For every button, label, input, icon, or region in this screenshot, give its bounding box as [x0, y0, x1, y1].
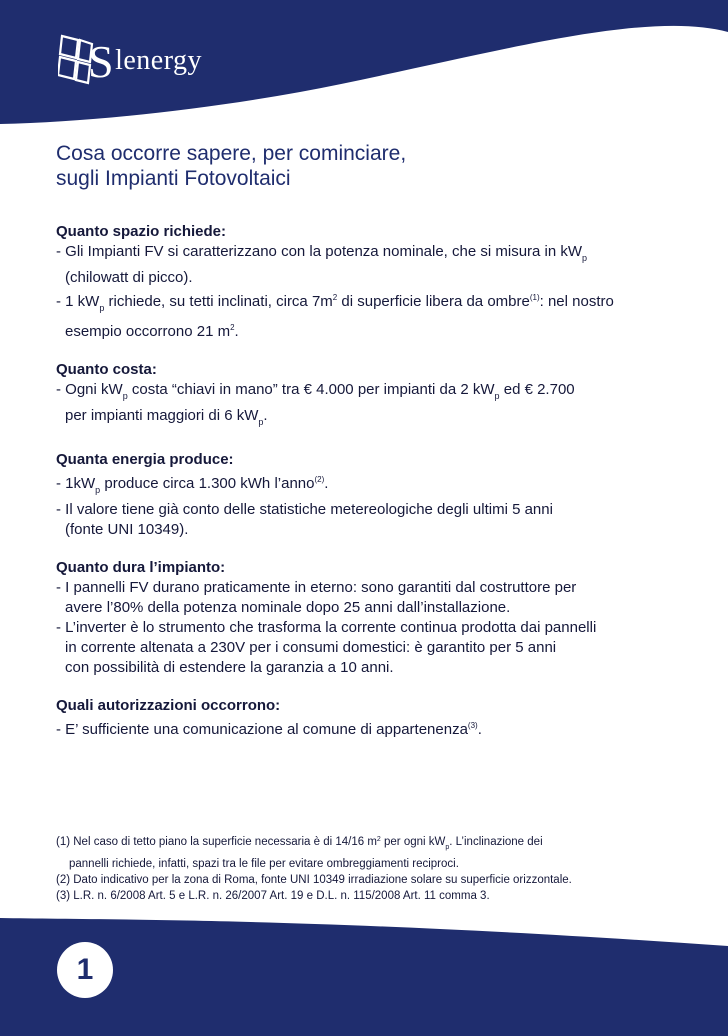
text-line: - L’inverter è lo strumento che trasforma la corrente continua prodotta dai pannelli: [56, 619, 597, 636]
section-cost: [56, 360, 676, 432]
text-line: [56, 716, 676, 740]
main-content: [56, 222, 676, 758]
footnote-2: (2) Dato indicativo per la zona di Roma, fonte UNI 10349 irradiazione solare su superficie orizzontale.: [56, 874, 572, 886]
text-line: avere l’80% della potenza nominale dopo 25 anni dall’installazione.: [65, 599, 511, 616]
section-energy: [56, 450, 676, 540]
text-line: [56, 318, 676, 342]
text-span: costa “chiavi in mano” tra € 4.000 per impianti da 2 kW: [127, 381, 495, 398]
text-span: (1) Nel caso di tetto piano la superficie necessaria è di 14/16 m: [56, 836, 377, 848]
text-line: (chilowatt di picco).: [65, 269, 193, 286]
brand-logo: [58, 34, 203, 90]
text-line: [56, 288, 676, 318]
text-span: - E’ sufficiente una comunicazione al comune di appartenenza: [56, 721, 468, 738]
text-line: - I pannelli FV durano praticamente in eterno: sono garantiti dal costruttore per: [56, 579, 577, 596]
section-heading: Quanto costa:: [56, 361, 157, 378]
section-space: [56, 222, 676, 342]
subscript: p: [494, 391, 500, 401]
text-span: .: [234, 323, 239, 340]
subscript: p: [582, 253, 588, 263]
subscript: p: [95, 485, 101, 495]
text-span: ed € 2.700: [499, 381, 575, 398]
brand-name-text: lenergy: [115, 45, 203, 76]
text-line: in corrente altenata a 230V per i consumi domestici: è garantito per 5 anni: [65, 639, 557, 656]
section-permits: [56, 696, 676, 740]
section-heading: Quali autorizzazioni occorrono:: [56, 697, 281, 714]
text-span: per impianti maggiori di 6 kW: [65, 407, 259, 424]
text-line: - Il valore tiene già conto delle statistiche metereologiche degli ultimi 5 anni: [56, 501, 553, 518]
text-span: .: [263, 407, 268, 424]
text-line: [56, 242, 676, 268]
superscript: 2: [230, 323, 235, 332]
footnote-1: [56, 832, 666, 856]
text-span: .: [324, 475, 329, 492]
page-number-badge: [57, 942, 113, 998]
subscript: p: [99, 303, 105, 313]
text-span: - Ogni kW: [56, 381, 123, 398]
page-title-line-1: Cosa occorre sapere, per cominciare,: [56, 142, 407, 165]
text-line: (fonte UNI 10349).: [65, 521, 189, 538]
subscript: p: [445, 844, 450, 851]
brand-letter-s: S: [88, 36, 115, 87]
text-span: produce circa 1.300 kWh l’anno: [100, 475, 315, 492]
page-title: [56, 141, 676, 191]
text-span: - Gli Impianti FV si caratterizzano con la potenza nominale, che si misura in kW: [56, 243, 583, 260]
superscript: 2: [376, 836, 381, 843]
text-span: : nel nostro: [539, 293, 614, 310]
section-duration: [56, 558, 676, 678]
text-span: richiede, su tetti inclinati, circa 7m: [104, 293, 333, 310]
text-line: con possibilità di estendere la garanzia a 10 anni.: [65, 659, 394, 676]
text-span: .: [477, 721, 482, 738]
footnote-ref: (2): [314, 475, 325, 484]
page-number: 1: [76, 953, 94, 986]
footnote-1-continued: pannelli richiede, infatti, spazi tra le file per evitare ombreggiamenti reciproci.: [69, 858, 459, 870]
footnotes: [56, 832, 666, 904]
subscript: p: [122, 391, 128, 401]
footnote-3: (3) L.R. n. 6/2008 Art. 5 e L.R. n. 26/2007 Art. 19 e D.L. n. 115/2008 Art. 11 comma 3.: [56, 890, 490, 902]
section-heading: Quanta energia produce:: [56, 451, 234, 468]
superscript: 2: [332, 293, 338, 302]
page-title-line-2: sugli Impianti Fotovoltaici: [56, 167, 291, 190]
subscript: p: [258, 417, 264, 427]
text-span: esempio occorrono 21 m: [65, 323, 231, 340]
text-span: . L’inclinazione dei: [449, 836, 543, 848]
section-heading: Quanto spazio richiede:: [56, 223, 227, 240]
footnote-ref: (1): [529, 293, 540, 302]
section-heading: Quanto dura l’impianto:: [56, 559, 226, 576]
footnote-ref: (3): [467, 721, 478, 730]
text-span: - 1kW: [56, 475, 96, 492]
text-span: di superficie libera da ombre: [337, 293, 530, 310]
text-line: [56, 380, 676, 406]
brand-wordmark: [88, 36, 203, 87]
text-line: [56, 406, 676, 432]
text-span: - 1 kW: [56, 293, 100, 310]
text-line: [56, 470, 676, 500]
text-span: per ogni kW: [380, 836, 446, 848]
